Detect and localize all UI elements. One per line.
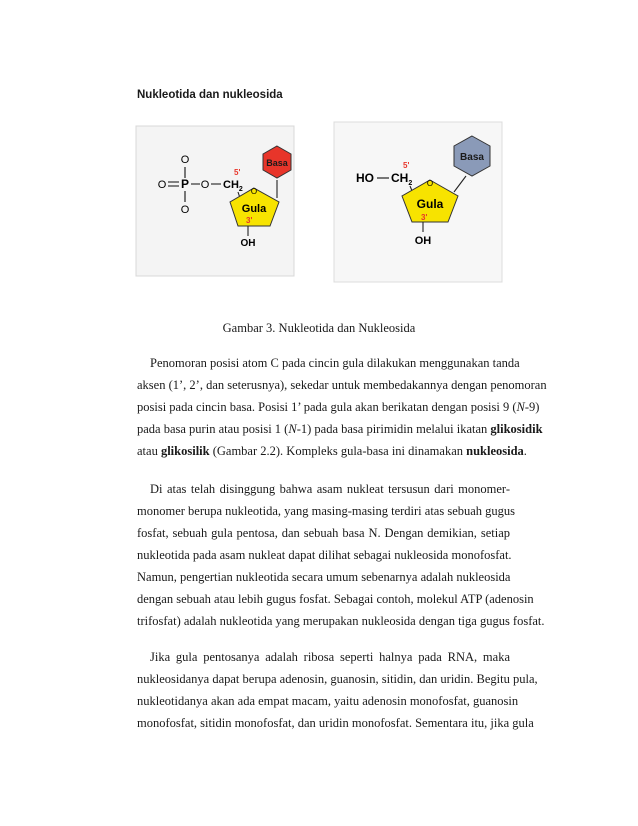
para2-line-4: nukleotida pada asam nukleat dapat dilihat sebagai nukleosida monofosfat. xyxy=(137,548,512,562)
para2-line-2: monomer berupa nukleotida, yang masing-masing terdiri atas sebuah gugus xyxy=(137,504,516,518)
base-label: Basa xyxy=(266,158,288,168)
para2-line-7: trifosfat) adalah nukleotida yang merupakan nukleosida dengan tiga gugus fosfat. xyxy=(137,614,545,628)
figure-caption: Gambar 3. Nukleotida dan Nukleosida xyxy=(222,321,416,335)
para2-line-1: Di atas telah disinggung bahwa asam nukleat tersusun dari monomer- xyxy=(150,482,510,496)
para3-line-3: nukleotidanya akan ada empat macam, yaitu adenosin monofosfat, guanosin xyxy=(137,694,519,708)
phosphate-o-top: O xyxy=(180,154,190,166)
para1-line-4: pada basa purin atau posisi 1 (N-1) pada basa pirimidin melalui ikatan glikosidik xyxy=(137,422,543,436)
para2-line-6: dengan sebuah atau lebih gugus fosfat. Sebagai contoh, molekul ATP (adenosin xyxy=(137,592,534,606)
para1-line-5: atau glikosilik (Gambar 2.2). Kompleks gula-basa ini dinamakan nukleosida. xyxy=(137,444,527,458)
phosphate-o-left: O xyxy=(157,179,167,191)
phosphate-o-bottom: O xyxy=(180,204,190,216)
para3-line-1: Jika gula pentosanya adalah ribosa seperti halnya pada RNA, maka xyxy=(150,650,510,664)
para1-line-2: aksen (1’, 2’, dan seterusnya), sekedar untuk membedakannya dengan penomoran xyxy=(137,378,547,392)
paragraph-2 xyxy=(137,478,545,632)
paragraph-3 xyxy=(137,646,538,734)
phosphorus-atom: P xyxy=(180,177,190,191)
ch2-group-right: $CH_2$ xyxy=(391,171,413,187)
sugar-label: Gula xyxy=(241,203,267,215)
para1-line-3: posisi pada cincin basa. Posisi 1’ pada gula akan berikatan dengan posisi 9 (N-9) xyxy=(137,400,540,414)
ring-oxygen-right: O xyxy=(426,179,434,188)
hydroxyl-label-right: OH xyxy=(414,235,432,247)
phosphate-o-mid: O xyxy=(200,179,210,191)
para1-line-1: Penomoran posisi atom C pada cincin gula dilakukan menggunakan tanda xyxy=(150,356,520,370)
paragraph-1 xyxy=(137,352,547,462)
ho-group: HO xyxy=(356,171,374,185)
sugar-label-right: Gula xyxy=(416,197,444,211)
ring-oxygen: O xyxy=(250,187,258,196)
three-prime-label: 3' xyxy=(246,216,253,225)
para2-line-5: Namun, pengertian nukleotida secara umum sebenarnya adalah nukleosida xyxy=(137,570,511,584)
three-prime-label-right: 3' xyxy=(421,213,428,222)
five-prime-label-right: 5' xyxy=(403,161,410,170)
nucleotide-nucleoside-figure xyxy=(134,118,504,286)
para3-line-2: nukleosidanya dapat berupa adenosin, guanosin, sitidin, dan uridin. Begitu pula, xyxy=(137,672,538,686)
five-prime-label: 5' xyxy=(234,168,241,177)
ch2-group: $CH_2$ xyxy=(223,179,243,193)
base-label-right: Basa xyxy=(460,152,484,163)
para3-line-4: monofosfat, sitidin monofosfat, dan uridin monofosfat. Sementara itu, jika gula xyxy=(137,716,534,730)
para2-line-3: fosfat, sebuah gula pentosa, dan sebuah basa N. Dengan demikian, setiap xyxy=(137,526,510,540)
hydroxyl-label: OH xyxy=(240,238,256,249)
section-heading: Nukleotida dan nukleosida xyxy=(137,89,283,101)
